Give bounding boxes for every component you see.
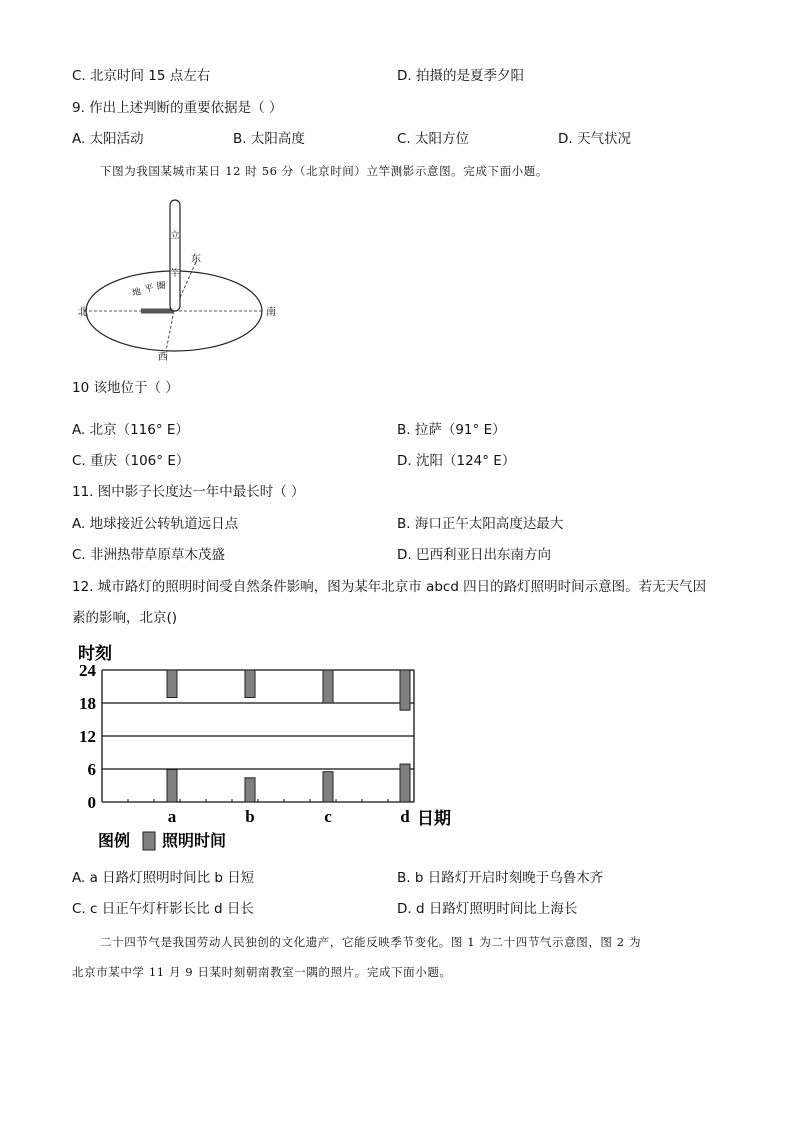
q8-option-c: C. 北京时间 15 点左右 bbox=[72, 68, 211, 84]
q11-option-a: A. 地球接近公转轨道远日点 bbox=[72, 516, 239, 532]
q11-option-b: B. 海口正午太阳高度达最大 bbox=[397, 516, 564, 532]
y-axis-title: 时刻 bbox=[78, 644, 112, 663]
x-axis-title: 日期 bbox=[417, 809, 451, 828]
morning-bar-b bbox=[245, 778, 255, 802]
evening-bar-c bbox=[323, 670, 333, 703]
q8-option-d: D. 拍摄的是夏季夕阳 bbox=[397, 68, 524, 84]
south-label: 南 bbox=[266, 307, 276, 318]
y-tick-label-0: 0 bbox=[87, 793, 96, 812]
legend-label: 照明时间 bbox=[162, 833, 227, 850]
street-light-chart bbox=[70, 638, 470, 856]
legend-swatch bbox=[143, 832, 155, 850]
q12-option-d: D. d 日路灯照明时间比上海长 bbox=[397, 901, 578, 917]
y-tick-label-24: 24 bbox=[79, 661, 96, 680]
x-category-label-d: d bbox=[400, 807, 410, 826]
q9-option-a: A. 太阳活动 bbox=[72, 131, 144, 147]
q9-option-d: D. 天气状况 bbox=[558, 131, 631, 147]
q12-option-c: C. c 日正午灯杆影长比 d 日长 bbox=[72, 901, 254, 917]
x-category-label-a: a bbox=[167, 807, 177, 826]
intro-paragraph-2-line-1: 二十四节气是我国劳动人民独创的文化遗产，它能反映季节变化。图 1 为二十四节气示意图，图 2 为 bbox=[100, 935, 642, 949]
q10-stem: 10 该地位于（ ） bbox=[72, 380, 179, 396]
morning-bar-c bbox=[323, 772, 333, 802]
evening-bar-a bbox=[167, 670, 177, 698]
morning-bar-a bbox=[167, 770, 177, 802]
q10-option-c: C. 重庆（106° E） bbox=[72, 453, 190, 469]
east-label: 东 bbox=[191, 254, 201, 265]
evening-bar-d bbox=[400, 670, 410, 710]
q10-option-a: A. 北京（116° E） bbox=[72, 422, 189, 438]
west-label: 西 bbox=[158, 352, 168, 363]
y-tick-label-6: 6 bbox=[87, 760, 96, 779]
x-category-label-c: c bbox=[324, 807, 332, 826]
intro-paragraph-2-line-2: 北京市某中学 11 月 9 日某时刻朝南教室一隅的照片。完成下面小题。 bbox=[72, 965, 452, 979]
q12-stem-line-2: 素的影响，北京() bbox=[72, 610, 178, 626]
q11-option-d: D. 巴西利亚日出东南方向 bbox=[397, 547, 551, 563]
north-label: 北 bbox=[78, 307, 88, 318]
x-category-label-b: b bbox=[245, 807, 255, 826]
pole-label-2: 竿 bbox=[170, 269, 180, 279]
ring-label-1: 地 bbox=[131, 287, 143, 299]
q9-option-b: B. 太阳高度 bbox=[233, 131, 305, 147]
morning-bar-d bbox=[400, 764, 410, 802]
evening-bar-b bbox=[245, 670, 255, 698]
q12-option-b: B. b 日路灯开启时刻晚于乌鲁木齐 bbox=[397, 870, 604, 886]
q10-option-b: B. 拉萨（91° E） bbox=[397, 422, 506, 438]
intro-paragraph-1: 下图为我国某城市某日 12 时 56 分（北京时间）立竿测影示意图。完成下面小题。 bbox=[100, 164, 548, 178]
y-tick-label-18: 18 bbox=[79, 694, 96, 713]
q11-option-c: C. 非洲热带草原草木茂盛 bbox=[72, 547, 226, 563]
q10-option-d: D. 沈阳（124° E） bbox=[397, 453, 516, 469]
ring-label-2: 平 bbox=[143, 283, 155, 295]
legend-prefix: 图例 bbox=[98, 833, 131, 850]
pole bbox=[170, 200, 180, 311]
gnomon-shadow-diagram bbox=[78, 196, 288, 364]
ring-label-3: 圈 bbox=[156, 281, 167, 292]
pole-label-1: 立 bbox=[170, 231, 180, 241]
q9-option-c: C. 太阳方位 bbox=[397, 131, 470, 147]
q12-option-a: A. a 日路灯照明时间比 b 日短 bbox=[72, 870, 255, 886]
y-tick-label-12: 12 bbox=[79, 727, 96, 746]
q9-stem: 9. 作出上述判断的重要依据是（ ） bbox=[72, 100, 283, 116]
q11-stem: 11. 图中影子长度达一年中最长时（ ） bbox=[72, 484, 305, 500]
q12-stem-line-1: 12. 城市路灯的照明时间受自然条件影响，图为某年北京市 abcd 四日的路灯照明时间示意图。若无天气因 bbox=[72, 579, 707, 595]
